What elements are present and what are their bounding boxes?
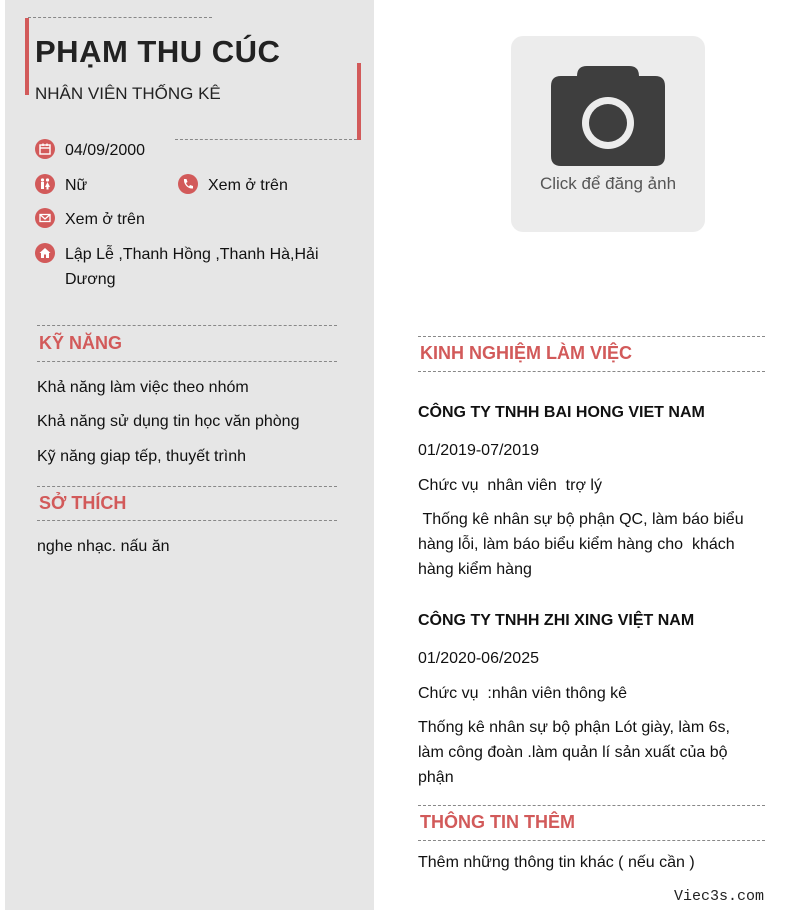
divider <box>28 17 212 18</box>
photo-upload-label: Click để đăng ảnh <box>539 174 677 193</box>
skill-item[interactable]: Khả năng làm việc theo nhóm <box>37 379 249 396</box>
home-icon <box>35 243 55 263</box>
divider <box>418 805 765 806</box>
email-icon <box>35 208 55 228</box>
skills-heading[interactable]: KỸ NĂNG <box>39 333 123 353</box>
job-period[interactable]: 01/2020-06/2025 <box>418 650 539 667</box>
divider <box>37 486 337 487</box>
photo-upload[interactable] <box>511 36 705 232</box>
hobbies-heading[interactable]: SỞ THÍCH <box>39 493 127 513</box>
job-position[interactable]: Chức vụ :nhân viên thông kê <box>418 685 628 702</box>
skill-item[interactable]: Khả năng sử dụng tin học văn phòng <box>37 413 300 430</box>
footer-brand: Viec3s.com <box>674 888 765 905</box>
gender-value[interactable]: Nữ <box>65 177 88 194</box>
birthday-value[interactable]: 04/09/2000 <box>65 142 146 159</box>
divider <box>418 336 765 337</box>
divider <box>37 361 337 362</box>
company-name[interactable]: CÔNG TY TNHH ZHI XING VIỆT NAM <box>418 612 695 629</box>
camera-icon <box>549 64 667 168</box>
additional-text[interactable]: Thêm những thông tin khác ( nếu cần ) <box>418 854 695 871</box>
divider <box>37 520 337 521</box>
accent-bar <box>25 18 29 95</box>
full-name[interactable]: PHẠM THU CÚC <box>35 34 281 69</box>
job-description[interactable]: Thống kê nhân sự bộ phận QC, làm báo biểu hàng lỗi, làm báo biểu kiểm hàng cho khách hàng kiểm hàng <box>418 511 749 578</box>
job-description[interactable]: Thống kê nhân sự bộ phận Lót giày, làm 6s, làm công đoàn .làm quản lí sản xuất của bộ phận <box>418 719 730 786</box>
divider <box>37 325 337 326</box>
divider <box>418 840 765 841</box>
experience-heading[interactable]: KINH NGHIỆM LÀM VIỆC <box>420 343 633 363</box>
calendar-icon <box>35 139 55 159</box>
gender-icon <box>35 174 55 194</box>
additional-heading[interactable]: THÔNG TIN THÊM <box>420 812 575 832</box>
phone-value[interactable]: Xem ở trên <box>208 177 288 194</box>
job-position[interactable]: Chức vụ nhân viên trợ lý <box>418 477 602 494</box>
skill-item[interactable]: Kỹ năng giap tếp, thuyết trình <box>37 448 247 465</box>
company-name[interactable]: CÔNG TY TNHH BAI HONG VIET NAM <box>418 404 705 421</box>
divider <box>175 139 357 140</box>
job-period[interactable]: 01/2019-07/2019 <box>418 442 539 459</box>
hobbies-text[interactable]: nghe nhạc. nấu ăn <box>37 538 170 555</box>
accent-bar <box>357 63 361 140</box>
divider <box>418 371 765 372</box>
email-value[interactable]: Xem ở trên <box>65 211 145 228</box>
phone-icon <box>178 174 198 194</box>
address-value[interactable]: Lập Lễ ,Thanh Hồng ,Thanh Hà,Hải Dương <box>65 246 319 288</box>
job-title[interactable]: NHÂN VIÊN THỐNG KÊ <box>35 84 221 103</box>
